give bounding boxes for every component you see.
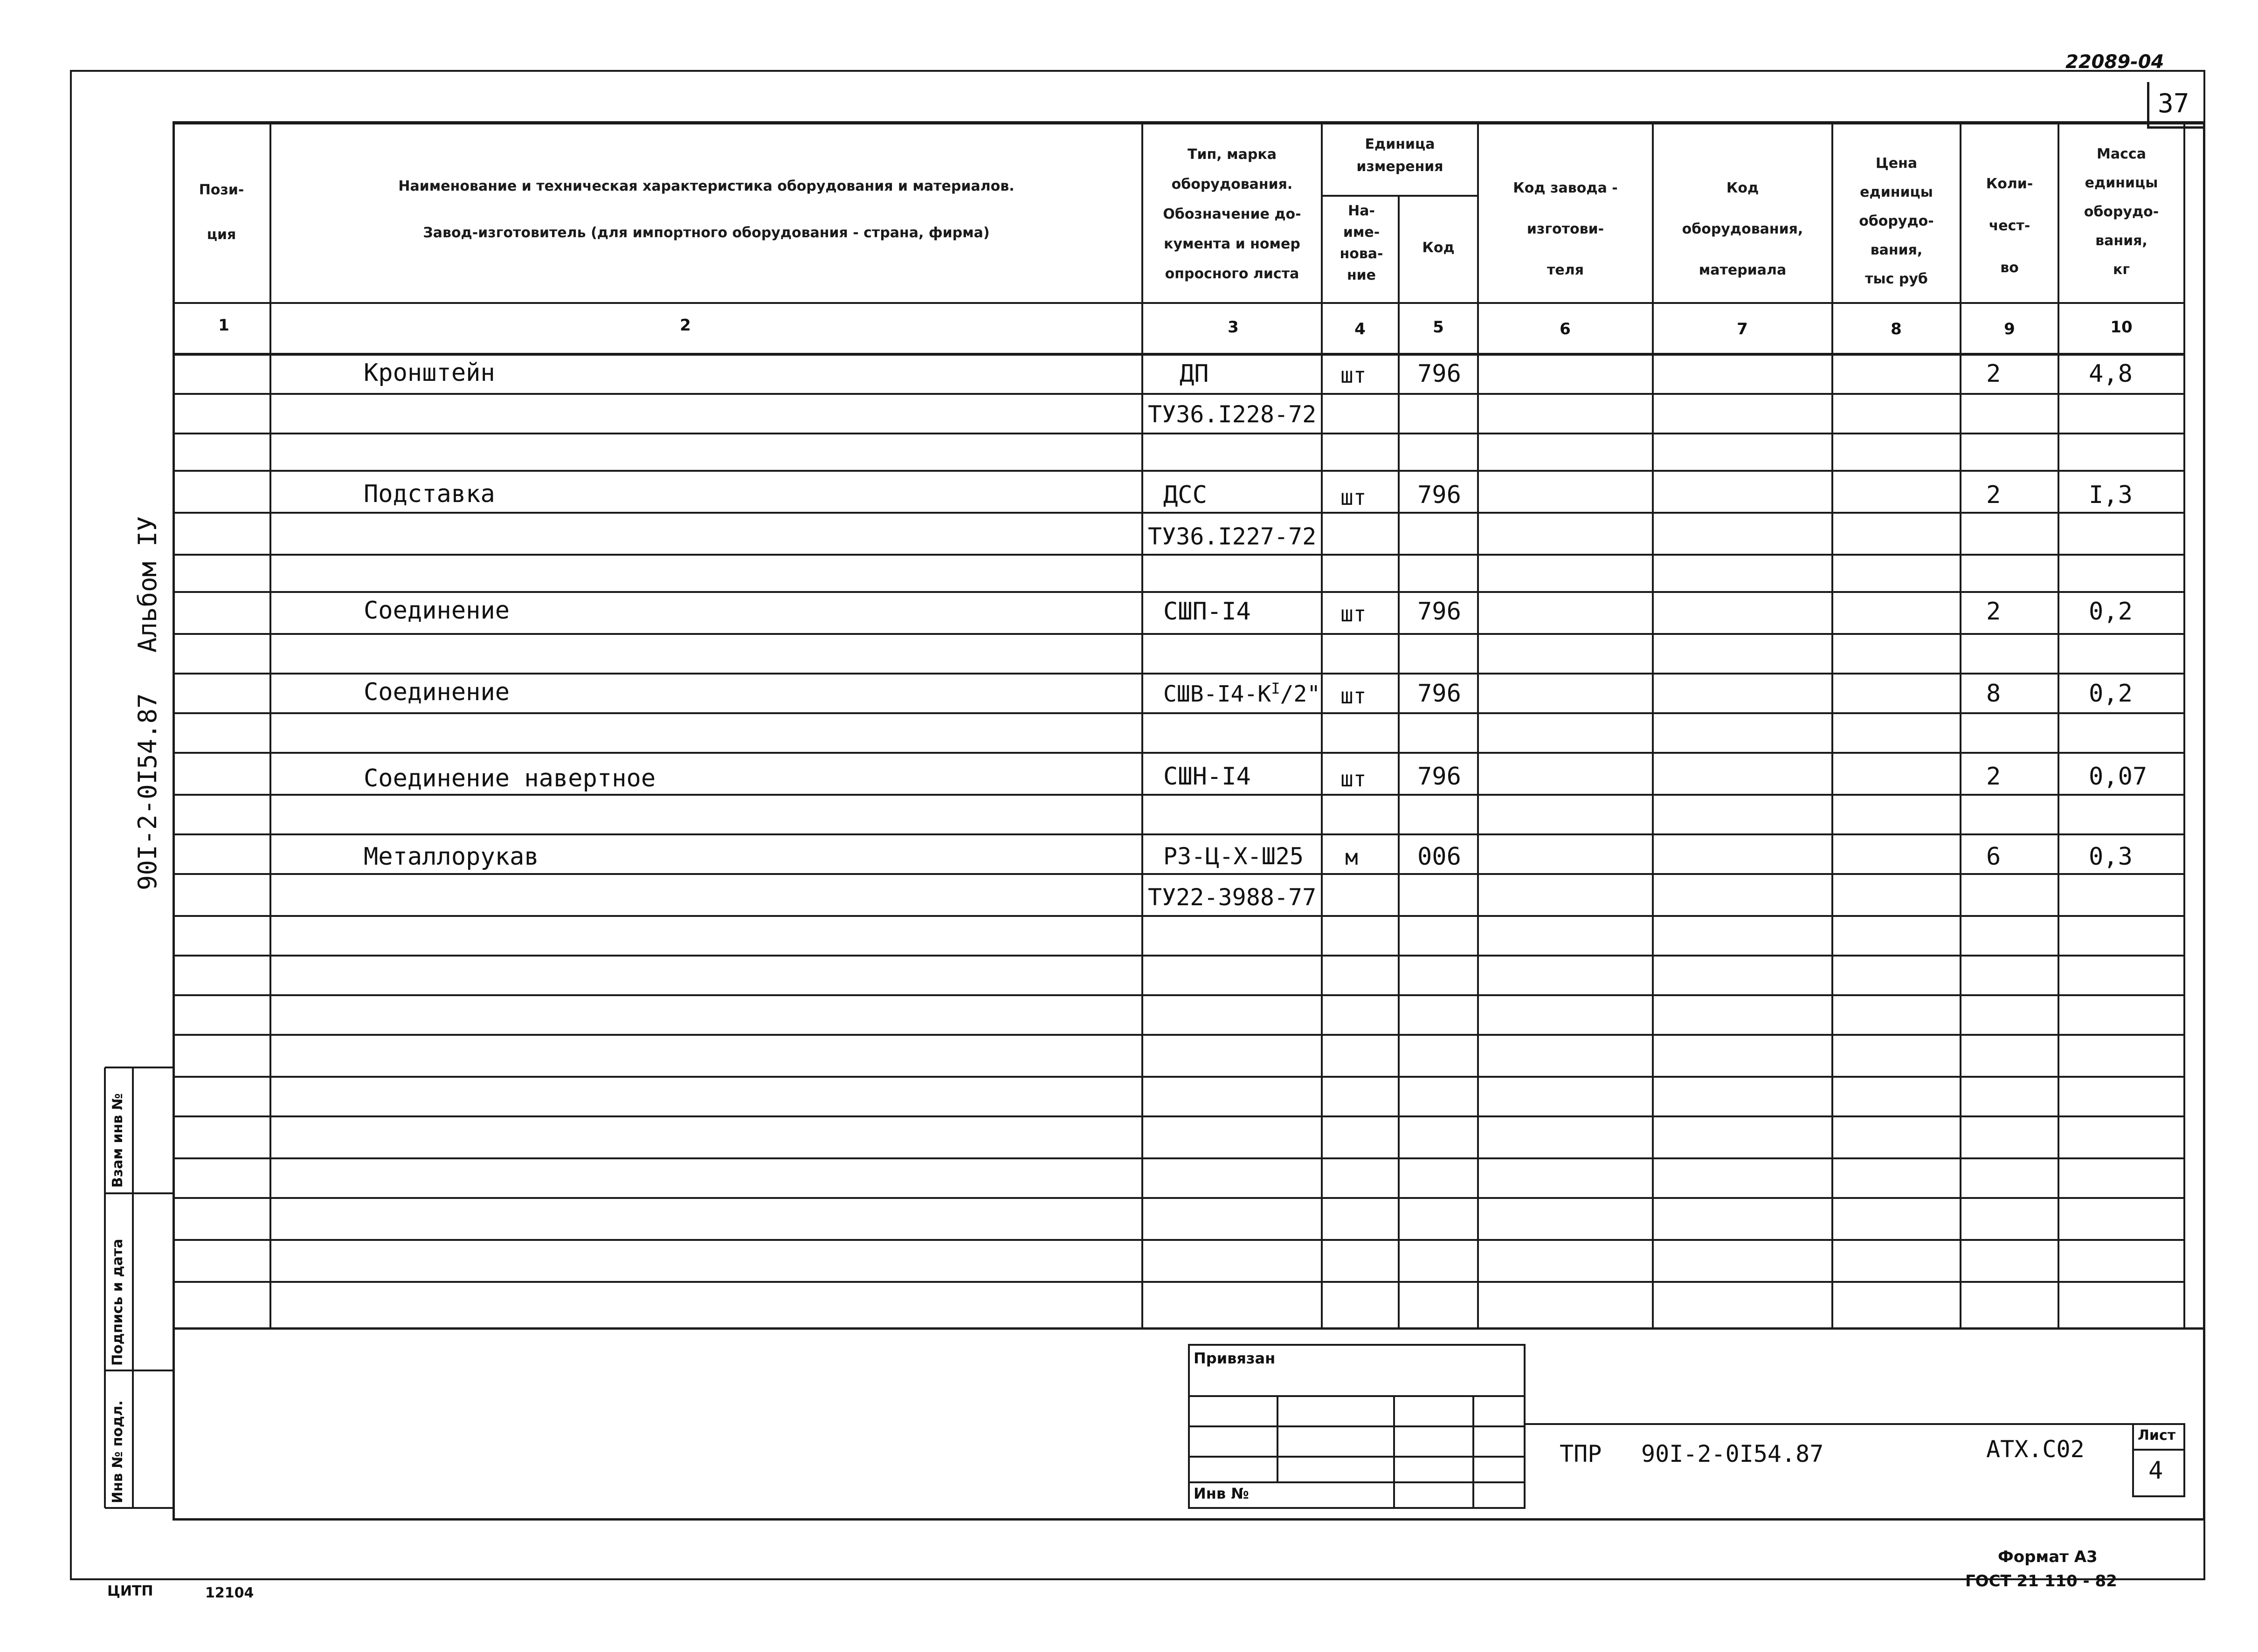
row-2-name: Подставка bbox=[364, 480, 495, 508]
row-2-mass: I,3 bbox=[2089, 481, 2133, 509]
col-number-8: 8 bbox=[1891, 320, 1902, 338]
title-inv-no: Инв № bbox=[1194, 1485, 1249, 1502]
title-list-label: Лист bbox=[2138, 1427, 2176, 1444]
row-6-mass: 0,3 bbox=[2089, 843, 2133, 871]
col-number-3: 3 bbox=[1228, 318, 1239, 337]
row-2-unit: шт bbox=[1340, 485, 1367, 510]
citp-number: 12104 bbox=[205, 1585, 254, 1601]
col-number-1: 1 bbox=[218, 316, 229, 335]
row-5-unit: шт bbox=[1340, 766, 1367, 792]
header-factory-code: Код завода - изготови- теля bbox=[1513, 180, 1618, 278]
row-6-type: Р3-Ц-Х-Ш25 bbox=[1163, 843, 1304, 870]
row-3-mass: 0,2 bbox=[2089, 598, 2133, 626]
row-1-mass: 4,8 bbox=[2089, 360, 2133, 388]
header-unit: Единица измерения bbox=[1356, 136, 1443, 175]
header-price: Цена единицы оборудо- вания, тыс руб bbox=[1859, 155, 1934, 287]
col-number-4: 4 bbox=[1354, 320, 1366, 338]
row-1-code: 796 bbox=[1417, 360, 1461, 388]
header-equipment-code: Код оборудования, материала bbox=[1682, 180, 1803, 278]
row-4-qty: 8 bbox=[1986, 680, 2001, 708]
col-number-6: 6 bbox=[1560, 320, 1571, 338]
row-1-qty: 2 bbox=[1986, 360, 2001, 388]
row-5-code: 796 bbox=[1417, 763, 1461, 791]
doc-code-top: 22089-04 bbox=[2065, 51, 2164, 73]
title-privyazan: Привязан bbox=[1194, 1349, 1276, 1367]
sheet-number: 37 bbox=[2158, 89, 2189, 119]
row-6-unit: м bbox=[1345, 845, 1358, 870]
row-6-qty: 6 bbox=[1986, 843, 2001, 871]
row-6-spec: ТУ22-3988-77 bbox=[1148, 884, 1317, 911]
side-album: Альбом IУ bbox=[133, 516, 162, 653]
row-4-type-sup: I bbox=[1271, 680, 1280, 697]
row-4-name: Соединение bbox=[364, 678, 510, 706]
row-1-spec: ТУ36.I228-72 bbox=[1148, 401, 1317, 428]
row-4-type bbox=[1163, 680, 1320, 707]
title-project: 90I-2-0I54.87 bbox=[1641, 1440, 1824, 1467]
header-unit-name: На- име- нова- ние bbox=[1340, 203, 1383, 283]
row-2-type: ДСС bbox=[1163, 481, 1207, 509]
row-4-mass: 0,2 bbox=[2089, 680, 2133, 708]
stamp-original-inv: Инв № подл. bbox=[110, 1400, 126, 1503]
row-4-code: 796 bbox=[1417, 680, 1461, 708]
row-2-code: 796 bbox=[1417, 481, 1461, 509]
row-5-qty: 2 bbox=[1986, 763, 2001, 791]
col-number-9: 9 bbox=[2004, 320, 2015, 338]
row-3-name: Соединение bbox=[364, 597, 510, 625]
row-6-code: 006 bbox=[1417, 843, 1461, 871]
col-number-10: 10 bbox=[2110, 318, 2133, 337]
stamp-replacement-inv: Взам инв № bbox=[110, 1093, 126, 1188]
header-quantity: Коли- чест- во bbox=[1986, 176, 2033, 276]
row-3-unit: шт bbox=[1340, 601, 1367, 626]
row-2-spec: ТУ36.I227-72 bbox=[1148, 523, 1317, 550]
format-label: Формат А3 bbox=[1998, 1548, 2098, 1566]
gost-label: ГОСТ 21 110 - 82 bbox=[1965, 1572, 2117, 1590]
row-4-type-main: СШВ-I4-К bbox=[1163, 681, 1271, 707]
title-atx: АТХ.С02 bbox=[1986, 1436, 2085, 1463]
title-tpr: ТПР bbox=[1560, 1440, 1602, 1467]
row-2-qty: 2 bbox=[1986, 481, 2001, 509]
header-name: Наименование и техническая характеристика оборудования и материалов. Завод-изготовитель (для импортного оборудования - страна, фирма) bbox=[398, 178, 1015, 241]
row-1-type: ДП bbox=[1180, 360, 1209, 388]
row-5-name: Соединение навертное bbox=[364, 764, 656, 792]
row-4-unit: шт bbox=[1340, 683, 1367, 709]
stamp-signature-date: Подпись и дата bbox=[110, 1239, 126, 1366]
col-number-2: 2 bbox=[680, 316, 691, 335]
row-3-code: 796 bbox=[1417, 598, 1461, 626]
header-type: Тип, марка оборудования. Обозначение до- кумента и номер опросного листа bbox=[1163, 146, 1301, 282]
col-number-7: 7 bbox=[1737, 320, 1748, 338]
col-number-5: 5 bbox=[1433, 318, 1444, 337]
row-6-name: Металлорукав bbox=[364, 843, 539, 871]
row-3-type: СШП-I4 bbox=[1163, 598, 1251, 626]
row-3-qty: 2 bbox=[1986, 598, 2001, 626]
row-1-name: Кронштейн bbox=[364, 359, 495, 387]
row-1-unit: шт bbox=[1340, 363, 1367, 388]
header-unit-code: Код bbox=[1422, 240, 1455, 256]
citp-label: ЦИТП bbox=[107, 1583, 153, 1599]
header-position: Пози- ция bbox=[199, 182, 244, 243]
title-list-number: 4 bbox=[2148, 1457, 2163, 1485]
row-4-type-tail: /2" bbox=[1280, 681, 1321, 707]
row-5-type: СШН-I4 bbox=[1163, 763, 1251, 791]
row-5-mass: 0,07 bbox=[2089, 763, 2148, 791]
header-mass: Масса единицы оборудо- вания, кг bbox=[2084, 146, 2159, 278]
side-project-code: 90I-2-0I54.87 bbox=[133, 693, 162, 890]
